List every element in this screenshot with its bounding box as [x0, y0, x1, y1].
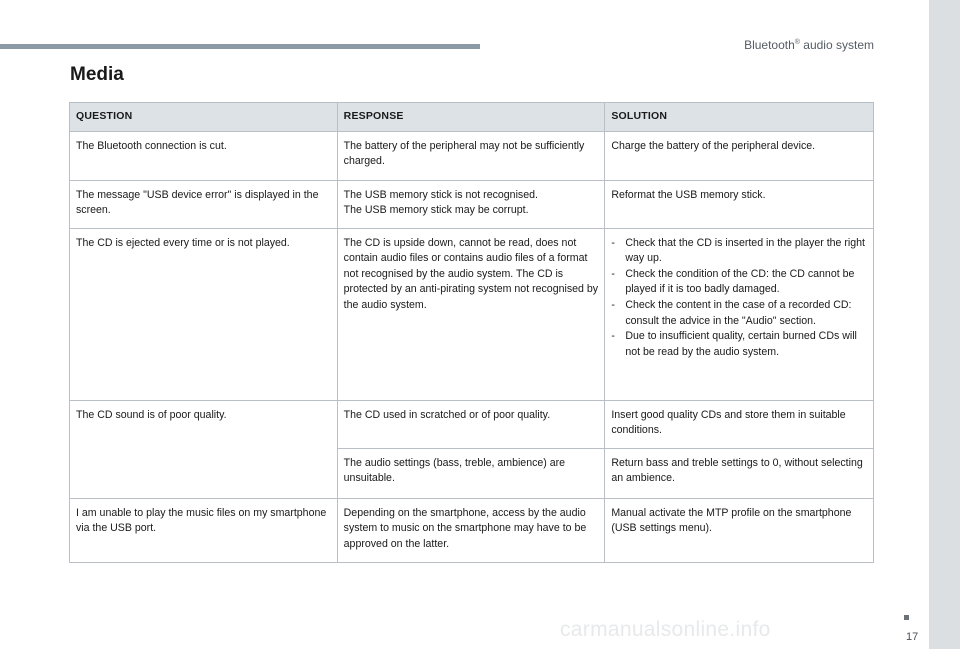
- response-cell: The CD is upside down, cannot be read, does not contain audio files or contains audio files of a format not recognised by the audio system. The CD is protected by an anti-pirating system not recognised by the audio system.: [337, 228, 605, 400]
- solution-bullet: - Due to insufficient quality, certain burned CDs will not be read by the audio system.: [611, 329, 867, 360]
- question-cell: I am unable to play the music files on my smartphone via the USB port.: [70, 498, 338, 562]
- solution-bullet-list: [611, 236, 867, 361]
- response-cell: Depending on the smartphone, access by the audio system to music on the smartphone may have to be approved on the latter.: [337, 498, 605, 562]
- watermark: carmanualsonline.info: [560, 618, 771, 641]
- response-cell: The CD used in scratched or of poor quality.: [337, 400, 605, 448]
- question-cell: The CD is ejected every time or is not played.: [70, 228, 338, 400]
- column-header-question: QUESTION: [70, 103, 338, 132]
- solution-cell: Reformat the USB memory stick.: [605, 180, 874, 228]
- solution-cell: Charge the battery of the peripheral device.: [605, 131, 874, 180]
- page-end-marker: [904, 615, 909, 620]
- question-cell: The message "USB device error" is displayed in the screen.: [70, 180, 338, 228]
- question-cell: The CD sound is of poor quality.: [70, 400, 338, 498]
- page-title: Media: [70, 64, 124, 85]
- solution-cell: [605, 228, 874, 400]
- table-row: [70, 131, 874, 180]
- table-row: [70, 498, 874, 562]
- response-line: The USB memory stick is not recognised.: [343, 188, 538, 201]
- right-side-band: [929, 0, 960, 649]
- table-row: [70, 400, 874, 448]
- solution-cell: Return bass and treble settings to 0, without selecting an ambience.: [605, 448, 874, 498]
- question-cell: The Bluetooth connection is cut.: [70, 131, 338, 180]
- table-row: [70, 180, 874, 228]
- column-header-solution: SOLUTION: [605, 103, 874, 132]
- page-number: 17: [906, 631, 919, 643]
- solution-bullet: - Check the content in the case of a recorded CD: consult the advice in the "Audio" section.: [611, 298, 867, 329]
- response-cell: The audio settings (bass, treble, ambience) are unsuitable.: [337, 448, 605, 498]
- column-header-response: RESPONSE: [337, 103, 605, 132]
- response-line: The USB memory stick may be corrupt.: [343, 204, 529, 217]
- solution-cell: Manual activate the MTP profile on the smartphone (USB settings menu).: [605, 498, 874, 562]
- table-row: [70, 228, 874, 400]
- solution-cell: Insert good quality CDs and store them in suitable conditions.: [605, 400, 874, 448]
- solution-bullet: - Check the condition of the CD: the CD cannot be played if it is too badly damaged.: [611, 267, 867, 298]
- solution-bullet: - Check that the CD is inserted in the player the right way up.: [611, 236, 867, 267]
- top-rule: [0, 44, 480, 49]
- troubleshooting-table: [69, 102, 874, 563]
- table-header-row: [70, 103, 874, 132]
- response-cell: [337, 180, 605, 228]
- response-cell: The battery of the peripheral may not be sufficiently charged.: [337, 131, 605, 180]
- chapter-title: Bluetooth® audio system: [744, 38, 874, 52]
